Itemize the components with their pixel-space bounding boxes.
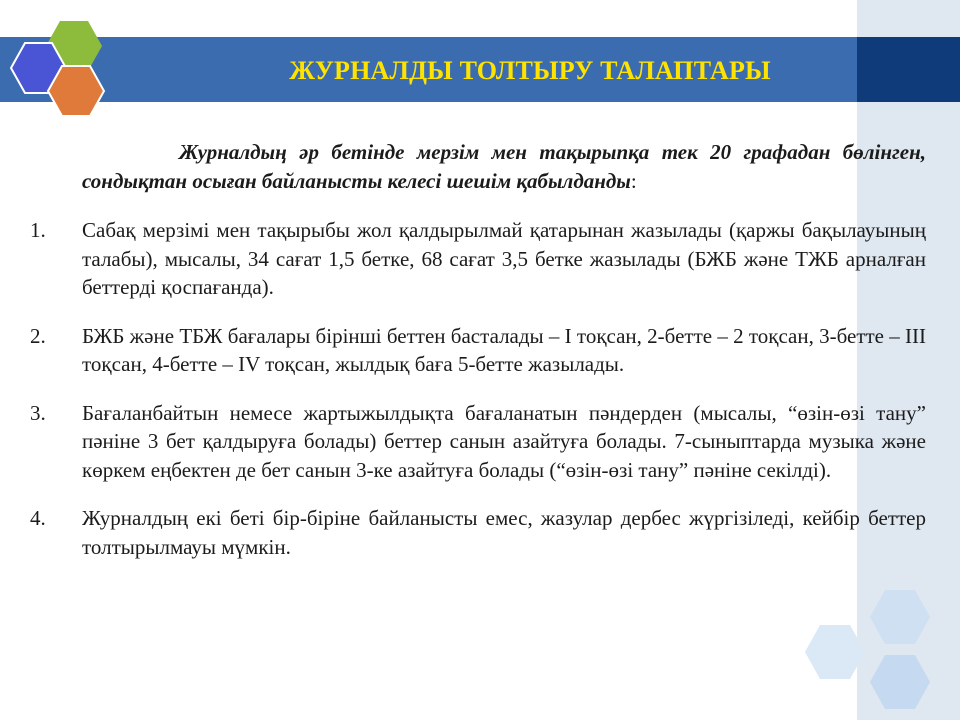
deco-hexagon-top [870,590,930,644]
intro-paragraph [82,138,926,195]
list-item-number: 3. [30,400,46,425]
intro-suffix: : [630,168,637,193]
hexagon-logo-icon [8,18,118,118]
list-item [30,504,926,561]
decorative-hexagons-icon [790,580,960,720]
list-item-number: 1. [30,218,46,242]
list-item [30,322,926,379]
list-item-text: БЖБ және ТБЖ бағалары бірінші беттен басталады – І тоқсан, 2-бетте – 2 тоқсан, 3-бетте – ІІІ тоқсан, 4-бетте – ІV тоқсан, жылдық баға 5-бетте жазылады. [82,323,926,376]
deco-hexagon-left [805,625,865,679]
list-item [30,216,926,302]
list-item-text: Сабақ мерзімі мен тақырыбы жол қалдырылмай қатарынан жазылады (қаржы бақылауының талабы), мысалы, 34 сағат 1,5 бетке, 68 сағат 3,5 бетке жазылады (БЖБ және ТЖБ арналған беттерді қоспағанда). [82,218,926,299]
list-item [30,399,926,485]
main-content [30,138,926,581]
page-title: ЖУРНАЛДЫ ТОЛТЫРУ ТАЛАПТАРЫ [289,56,771,85]
list-item-number: 2. [30,323,46,348]
list-item-number: 4. [30,506,46,530]
list-item-text: Бағаланбайтын немесе жартыжылдықта бағаланатын пәндерден (мысалы, “өзін-өзі тану” пәніне 3 бет қалдыруға болады) беттер санын азайтуға болады. 7-сыныптарда музыка және көркем еңбектен де бет санын 3-ке азайтуға болады (“өзін-өзі тану” пәніне секілді). [82,400,926,482]
deco-hexagon-bottom [870,655,930,709]
intro-text: Журналдың әр бетінде мерзім мен тақырыпқа тек 20 графадан бөлінген, сондықтан осыған байланысты келесі шешім қабылданды [82,140,926,193]
list-item-text: Журналдың екі беті бір-біріне байланысты емес, жазулар дербес жүргізіледі, кейбір беттер толтырылмауы мүмкін. [82,506,926,559]
